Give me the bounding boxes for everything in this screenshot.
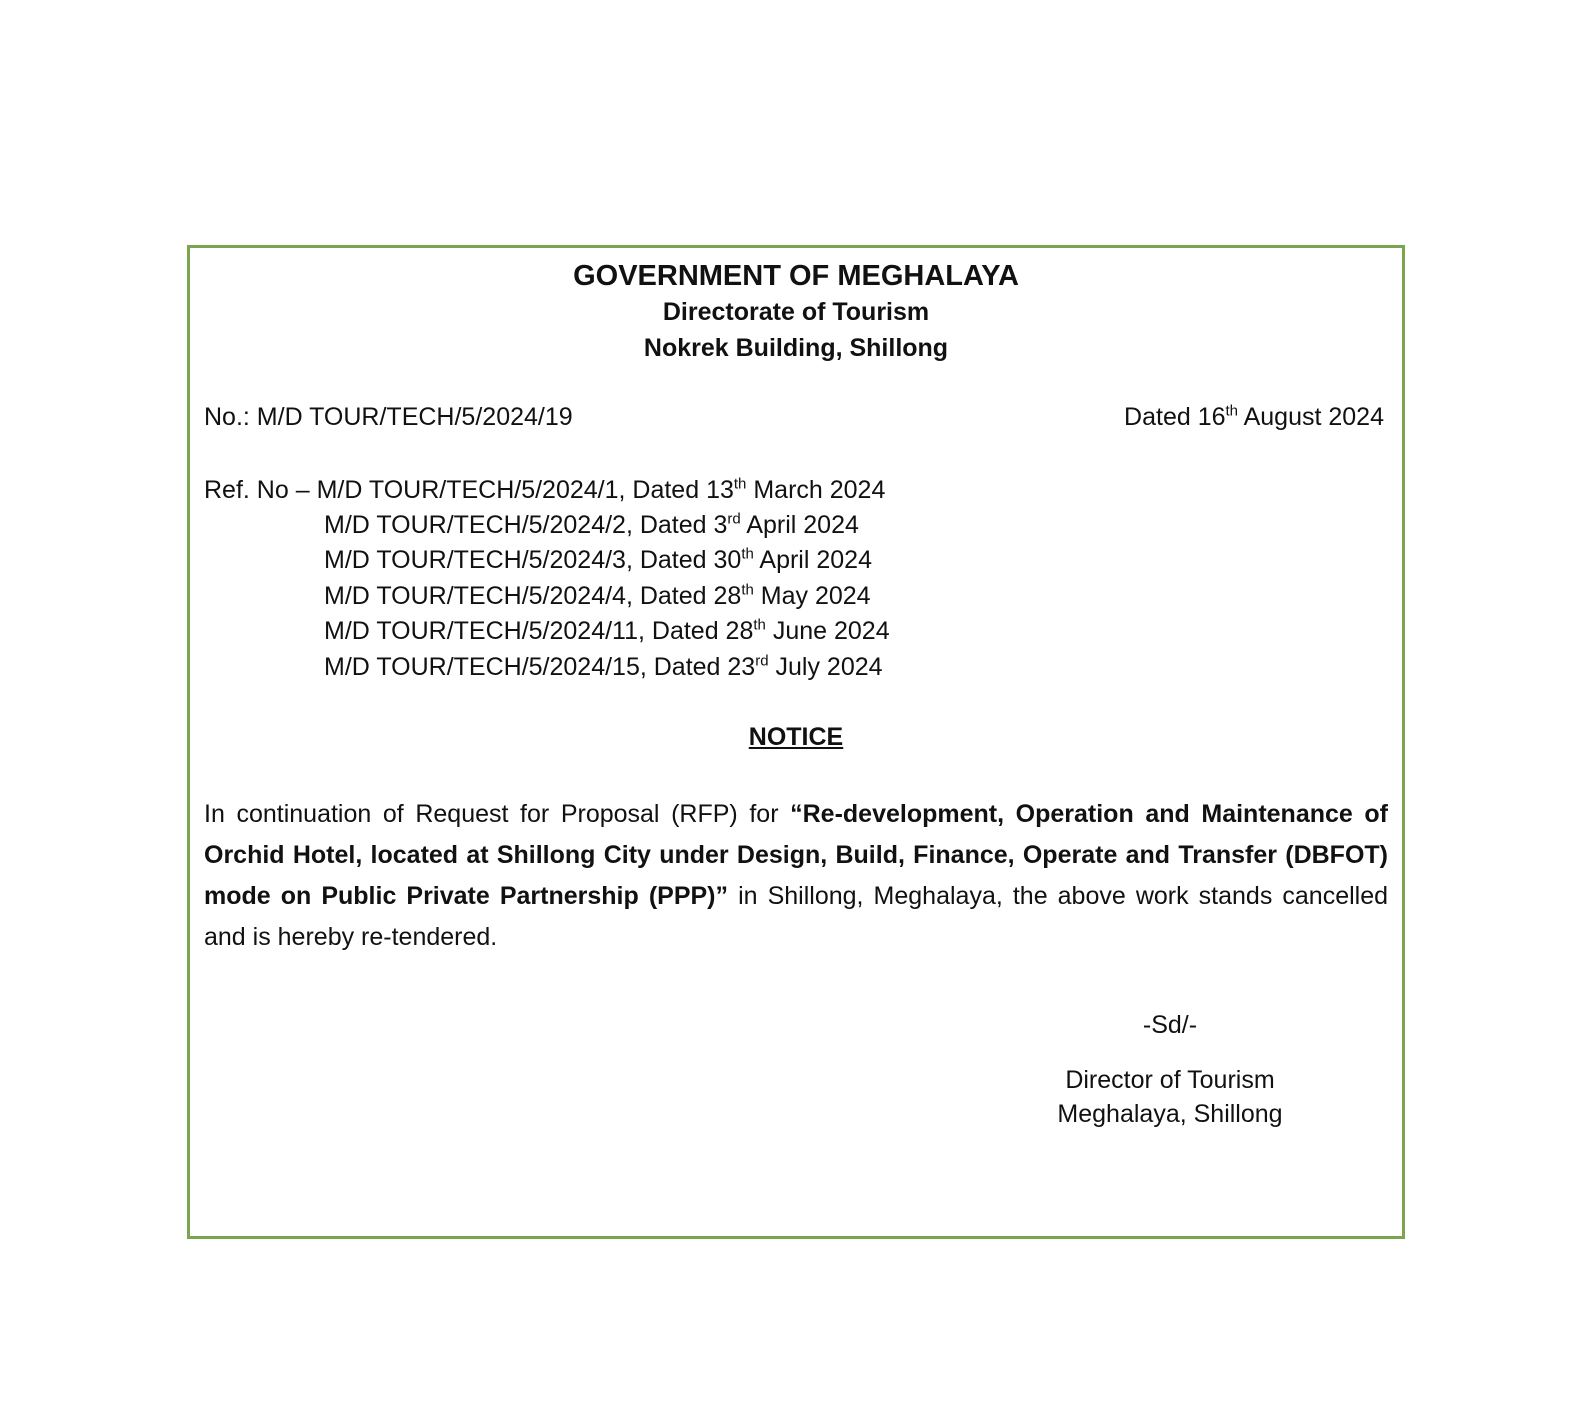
government-title: GOVERNMENT OF MEGHALAYA <box>573 260 1019 292</box>
reference-first-line <box>204 476 885 505</box>
reference-rest: June 2024 <box>765 617 890 645</box>
reference-sup: rd <box>755 652 769 670</box>
office-address: Nokrek Building, Shillong <box>643 334 949 362</box>
reference-sup: th <box>741 581 754 599</box>
reference-sup: rd <box>727 510 741 528</box>
reference-rest: July 2024 <box>768 653 883 681</box>
signature-mark: -Sd/- <box>1142 1011 1198 1039</box>
date-suffix: August 2024 <box>1238 403 1384 431</box>
reference-rest: May 2024 <box>753 582 871 610</box>
notice-heading: NOTICE <box>748 723 844 751</box>
reference-sup: th <box>753 616 766 634</box>
reference-ref: M/D TOUR/TECH/5/2024/2, Dated 3 <box>324 511 728 539</box>
body-intro: In continuation of Request for Proposal (RFP) for <box>204 800 791 828</box>
reference-item <box>324 511 859 540</box>
directorate-name: Directorate of Tourism <box>662 298 930 326</box>
signatory-location: Meghalaya, Shillong <box>1057 1100 1283 1128</box>
body-project-title: “Re-development, Operation and Maintenance of Orchid Hotel, located at Shillong City under Design, Build, Finance, Operate and Transfer (DBFOT) mode on Public Private Partnership (PPP)” <box>204 800 1388 910</box>
reference-rest: April 2024 <box>753 546 872 574</box>
reference-item <box>324 582 871 611</box>
reference-ref: M/D TOUR/TECH/5/2024/3, Dated 30 <box>324 546 742 574</box>
date-sup: th <box>1225 402 1239 420</box>
reference-item <box>324 653 883 682</box>
reference-sup: th <box>733 475 747 493</box>
signatory-title: Director of Tourism <box>1065 1066 1275 1094</box>
notice-number: No.: M/D TOUR/TECH/5/2024/19 <box>204 403 573 431</box>
notice-body <box>204 794 1388 958</box>
reference-ref: M/D TOUR/TECH/5/2024/15, Dated 23 <box>324 653 756 681</box>
date-prefix: Dated 16 <box>1124 403 1226 431</box>
reference-item <box>324 617 890 646</box>
body-outro: in Shillong, Meghalaya, the above work stands cancelled and is hereby re-tendered. <box>204 882 1389 951</box>
reference-label: Ref. No – <box>204 476 317 504</box>
reference-sup: th <box>741 545 754 563</box>
reference-rest: April 2024 <box>740 511 859 539</box>
notice-date <box>1124 403 1384 432</box>
reference-ref: M/D TOUR/TECH/5/2024/4, Dated 28 <box>324 582 742 610</box>
notice-frame <box>187 245 1405 1239</box>
reference-rest: March 2024 <box>746 476 886 504</box>
reference-item <box>324 546 872 575</box>
reference-ref: M/D TOUR/TECH/5/2024/11, Dated 28 <box>324 617 754 645</box>
reference-ref: M/D TOUR/TECH/5/2024/1, Dated 13 <box>316 476 734 504</box>
